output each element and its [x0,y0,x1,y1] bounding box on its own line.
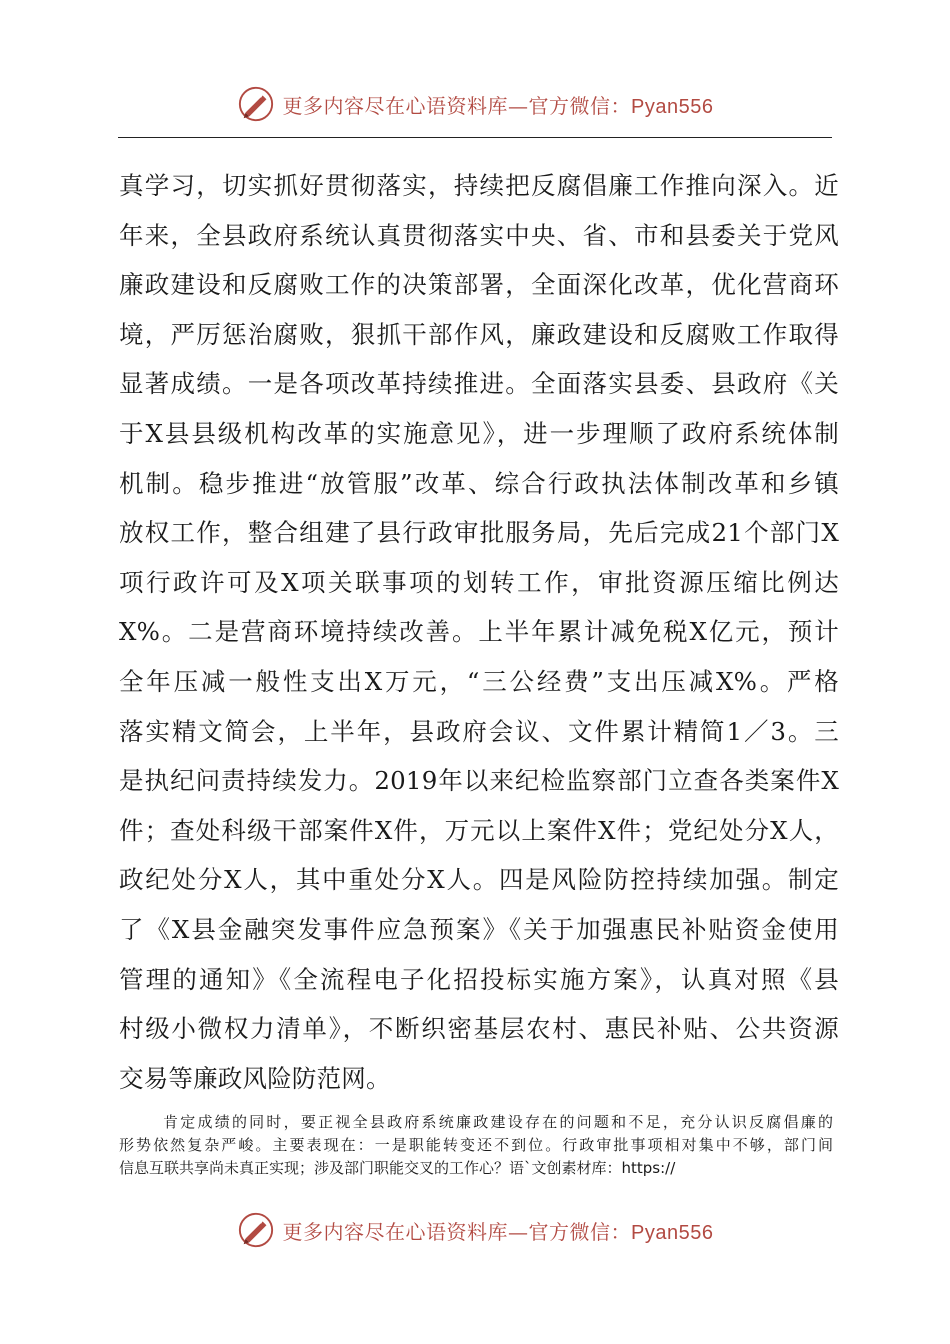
small-line: 形势依然复杂严峻。主要表现在：一是职能转变还不到位。行政审批事项相对集中不够，部门间 [119,1136,833,1154]
body-line: 于X县县级机构改革的实施意见》，进一步理顺了政府系统体制 [119,418,839,448]
footer-banner-text [283,1216,714,1245]
body-line: 境，严厉惩治腐败，狠抓干部作风，廉政建设和反腐败工作取得 [119,319,839,349]
body-line: 机制。稳步推进“放管服”改革、综合行政执法体制改革和乡镇 [119,468,839,498]
body-text [119,161,839,1103]
pen-logo-icon [237,85,275,123]
header-banner [0,82,950,126]
header-banner-inner [237,85,714,123]
footer-banner-inner [237,1211,714,1249]
body-line: 交易等廉政风险防范网。 [119,1063,391,1093]
body-line: 真学习，切实抓好贯彻落实，持续把反腐倡廉工作推向深入。近 [119,171,839,200]
pen-logo-icon [237,1211,275,1249]
header-banner-label: 更多内容尽在心语资料库—官方微信： [282,93,632,118]
header-rule [118,137,832,138]
body-line: 村级小微权力清单》，不断织密基层农村、惠民补贴、公共资源 [119,1014,839,1044]
body-line: 廉政建设和反腐败工作的决策部署，全面深化改革，优化营商环 [119,270,839,300]
body-line: 落实精文简会，上半年，县政府会议、文件累计精简1／3。三 [119,716,839,746]
body-line: 是执纪问责持续发力。2019年以来纪检监察部门立查各类案件X [119,766,839,796]
body-line: 件；查处科级干部案件X件，万元以上案件X件；党纪处分X人， [119,815,839,845]
body-line: 显著成绩。一是各项改革持续推进。全面落实县委、县政府《关 [119,369,839,399]
small-line: 肯定成绩的同时，要正视全县政府系统廉政建设存在的问题和不足，充分认识反腐倡廉的 [163,1113,833,1131]
footer-banner [0,1208,950,1252]
body-line: 项行政许可及X项关联事项的划转工作，审批资源压缩比例达 [119,567,839,597]
header-wechat-id: Pyan556 [631,95,714,118]
body-line: 放权工作，整合组建了县行政审批服务局，先后完成21个部门X [119,518,839,548]
small-line: 信息互联共享尚未真正实现；涉及部门职能交叉的工作心？语`文创素材库：https:// [119,1159,676,1177]
body-line: 全年压减一般性支出X万元，“三公经费”支出压减X%。严格 [119,666,839,696]
footer-banner-label: 更多内容尽在心语资料库—官方微信： [282,1219,632,1244]
body-line: 管理的通知》《全流程电子化招投标实施方案》，认真对照《县 [119,964,839,994]
small-paragraph [119,1111,833,1180]
body-line: 政纪处分X人，其中重处分X人。四是风险防控持续加强。制定 [119,865,839,895]
body-line: X%。二是营商环境持续改善。上半年累计减免税X亿元，预计 [119,617,839,647]
header-banner-text [283,90,714,119]
footer-wechat-id: Pyan556 [631,1221,714,1244]
body-line: 年来，全县政府系统认真贯彻落实中央、省、市和县委关于党风 [119,220,839,250]
body-line: 了《X县金融突发事件应急预案》《关于加强惠民补贴资金使用 [119,914,839,944]
